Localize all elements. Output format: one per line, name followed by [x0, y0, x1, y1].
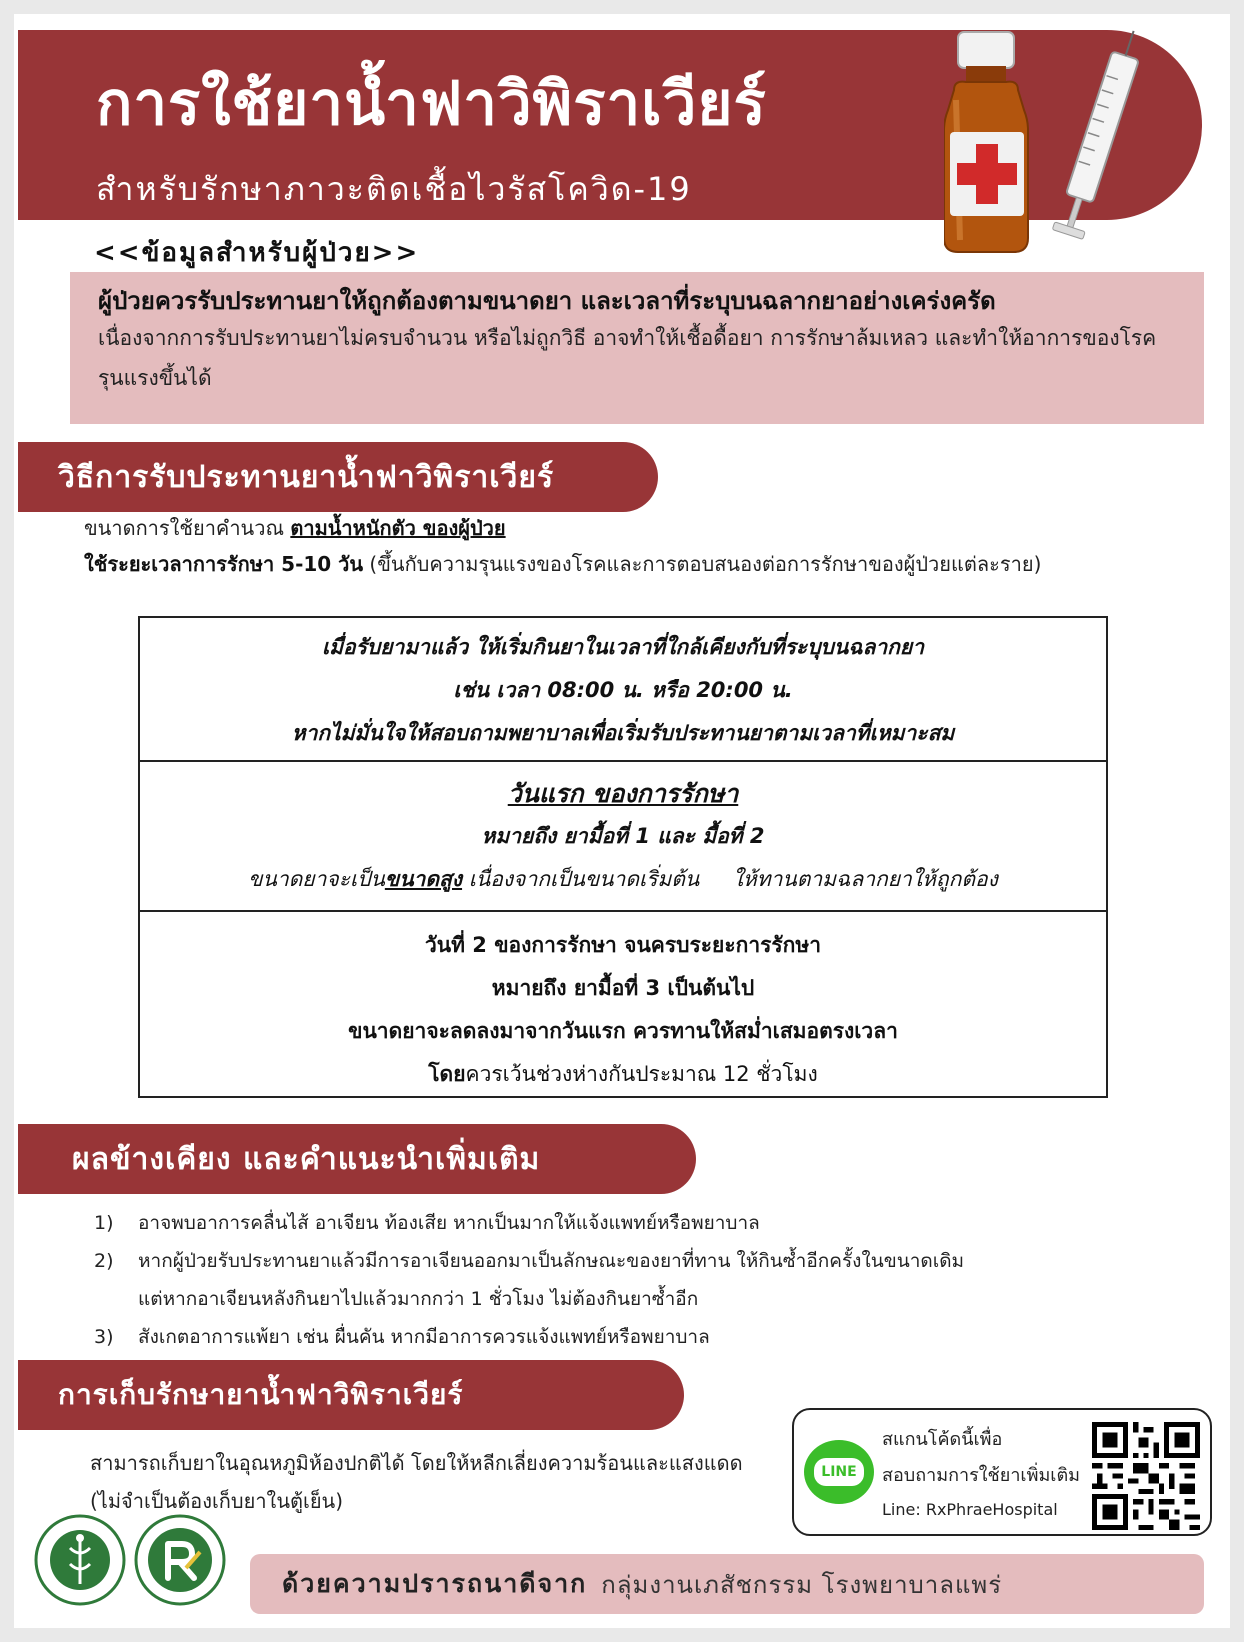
contact-line-2: สอบถามการใช้ยาเพิ่มเติม	[882, 1465, 1081, 1486]
storage-line-1: สามารถเก็บยาในอุณหภูมิห้องปกติได้ โดยให้หลีกเลี่ยงความร้อนและแสงแดด	[90, 1451, 743, 1475]
poster	[14, 14, 1230, 1628]
start-line-2: เช่น เวลา 08:00 น. หรือ 20:00 น.	[453, 678, 793, 702]
patient-info-tag: <<ข้อมูลสำหรับผู้ป่วย>>	[94, 238, 420, 268]
list-item-text: สังเกตอาการแพ้ยา เช่น ผื่นคัน หากมีอาการควรแจ้งแพทย์หรือพยาบาล	[138, 1326, 710, 1348]
dose-calc-prefix: ขนาดการใช้ยาคำนวณ	[84, 516, 284, 540]
storage-line-2: (ไม่จำเป็นต้องเก็บยาในตู้เย็น)	[90, 1489, 344, 1513]
start-line-3: หากไม่มั่นใจให้สอบถามพยาบาลเพื่อเริ่มรับประทานยาตามเวลาที่เหมาะสม	[291, 721, 955, 745]
warning-strong-text: ผู้ป่วยควรรับประทานยาให้ถูกต้องตามขนาดยา และเวลาที่ระบุบนฉลากยาอย่างเคร่งครัด	[98, 287, 996, 315]
day2-dose: ขนาดยาจะลดลงมาจากวันแรก ควรทานให้สม่ำเสมอตรงเวลา	[348, 1019, 898, 1043]
ministry-public-health-seal-icon	[34, 1514, 126, 1606]
list-item	[94, 1322, 710, 1352]
list-item	[94, 1246, 964, 1276]
day2-interval-strong: โดย	[428, 1062, 466, 1086]
page-title: การใช้ยาน้ำฟาวิพิราเวียร์	[96, 69, 767, 139]
day1-dose-suffix: เนื่องจากเป็นขนาดเริ่มต้น	[468, 867, 700, 891]
duration-line	[84, 548, 1041, 580]
contact-line-id: Line: RxPhraeHospital	[882, 1500, 1058, 1519]
list-item-number: 2)	[94, 1250, 114, 1272]
dose-calc-line	[84, 512, 506, 544]
day2-interval-line	[140, 1053, 1106, 1096]
footer-strong: ด้วยความปรารถนาดีจาก	[282, 1569, 588, 1598]
section-heading-method: วิธีการรับประทานยาน้ำฟาวิพิราเวียร์	[18, 442, 658, 512]
list-item-number: 1)	[94, 1212, 114, 1234]
dose-calc-strong: ตามน้ำหนักตัว ของผู้ป่วย	[290, 516, 506, 540]
day2-meaning: หมายถึง ยามื้อที่ 3 เป็นต้นไป	[491, 976, 755, 1000]
line-logo-icon	[804, 1440, 874, 1504]
day1-dose-strong: ขนาดสูง	[384, 867, 463, 891]
list-item-text: อาจพบอาการคลื่นไส้ อาเจียน ท้องเสีย หากเป็นมากให้แจ้งแพทย์หรือพยาบาล	[138, 1212, 760, 1234]
warning-text: เนื่องจากการรับประทานยาไม่ครบจำนวน หรือไม่ถูกวิธี อาจทำให้เชื้อดื้อยา การรักษาล้มเหลว และทำให้อาการของโรครุนแรงขึ้นได้	[98, 326, 1157, 390]
day1-title: วันแรก ของการรักษา	[507, 779, 739, 808]
footer-banner	[250, 1554, 1204, 1614]
warning-box	[70, 272, 1204, 424]
contact-line-1: สแกนโค้ดนี้เพื่อ	[882, 1429, 1003, 1450]
table-row-day1	[140, 762, 1106, 912]
day2-interval: ควรเว้นช่วงห่างกันประมาณ 12 ชั่วโมง	[465, 1062, 818, 1086]
medicine-bottle-syringe-icon	[944, 20, 1144, 260]
pharmacy-department-seal-icon	[134, 1514, 226, 1606]
list-item-number: 3)	[94, 1326, 114, 1348]
day1-dose-advice: ให้ทานตามฉลากยาให้ถูกต้อง	[732, 867, 998, 891]
day1-dose-line	[140, 858, 1106, 901]
line-contact-box	[792, 1408, 1212, 1536]
day2-title: วันที่ 2 ของการรักษา จนครบระยะการรักษา	[424, 933, 822, 957]
day1-meaning: หมายถึง ยามื้อที่ 1 และ มื้อที่ 2	[481, 824, 765, 848]
footer-org: กลุ่มงานเภสัชกรรม โรงพยาบาลแพร่	[601, 1570, 1003, 1599]
section-heading-storage: การเก็บรักษายาน้ำฟาวิพิราเวียร์	[18, 1360, 684, 1430]
start-line-1: เมื่อรับยามาแล้ว ให้เริ่มกินยาในเวลาที่ใกล้เคียงกับที่ระบุบนฉลากยา	[322, 635, 924, 659]
day1-dose-prefix: ขนาดยาจะเป็น	[248, 867, 385, 891]
duration-strong: ใช้ระยะเวลาการรักษา 5-10 วัน	[84, 552, 364, 576]
page-subtitle: สำหรับรักษาภาวะติดเชื้อไวรัสโควิด-19	[96, 170, 692, 208]
duration-note: (ขึ้นกับความรุนแรงของโรคและการตอบสนองต่อการรักษาของผู้ป่วยแต่ละราย)	[369, 552, 1042, 576]
line-logo-text: LINE	[814, 1458, 863, 1486]
list-item	[94, 1208, 760, 1238]
dose-schedule-table	[138, 616, 1108, 1098]
qr-code-icon[interactable]	[1092, 1422, 1200, 1530]
table-row-start	[140, 618, 1106, 762]
table-row-day2	[140, 912, 1106, 1096]
section-heading-side-effects: ผลข้างเคียง และคำแนะนำเพิ่มเติม	[18, 1124, 696, 1194]
list-item-text: หากผู้ป่วยรับประทานยาแล้วมีการอาเจียนออกมาเป็นลักษณะของยาที่ทาน ให้กินซ้ำอีกครั้งในขนาดเดิม	[138, 1250, 965, 1272]
list-item-continuation: แต่หากอาเจียนหลังกินยาไปแล้วมากกว่า 1 ชั่วโมง ไม่ต้องกินยาซ้ำอีก	[138, 1288, 699, 1310]
storage-text	[90, 1444, 743, 1520]
